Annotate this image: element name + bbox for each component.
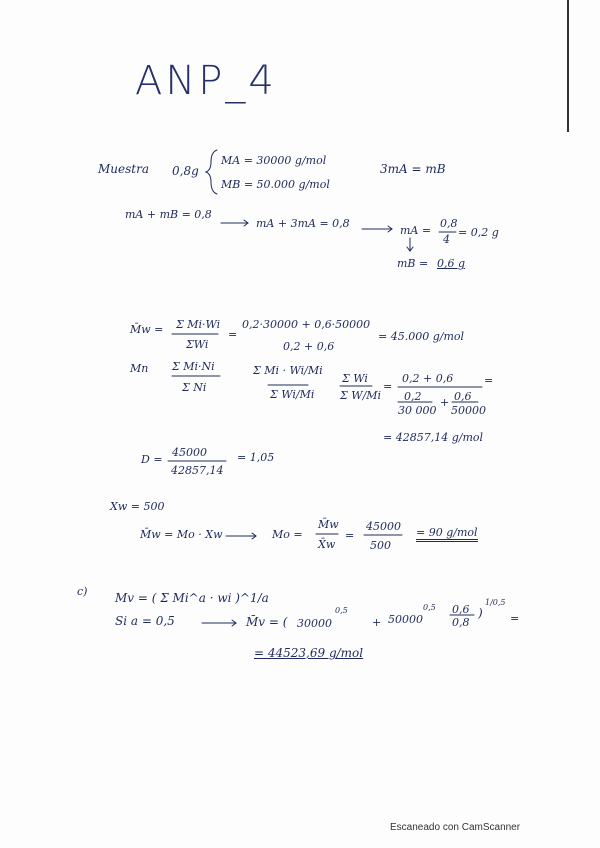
mw-den: ΣWi [186, 338, 209, 351]
mv-frac-num: 0,6 [452, 603, 470, 616]
scanner-footer: Escaneado con CamScanner [390, 822, 521, 833]
mn-den3b-sub: 50000 [451, 404, 486, 417]
step1-ma-lhs: mA = [400, 224, 432, 237]
mw-eq: = [228, 328, 238, 341]
mn-alt2-top: Σ Wi [342, 372, 368, 385]
mw-lhs: M̄w = [130, 323, 164, 336]
sample-label: Muestra [98, 162, 149, 176]
mw-num: Σ Mi·Wi [176, 318, 221, 331]
mn-alt2-bot: Σ W/Mi [340, 389, 382, 402]
mv-exp2: 0,5 [423, 603, 436, 612]
sample-ma: MA = 30000 g/mol [221, 154, 327, 167]
mv-frac-den: 0,8 [452, 616, 470, 629]
mv-plus: + [372, 616, 382, 629]
mw-num2: 0,2·30000 + 0,6·50000 [242, 318, 371, 331]
mn-num: Σ Mi·Ni [172, 360, 215, 373]
mv-eq: = [510, 612, 520, 625]
sample-relation: 3mA = mB [380, 162, 446, 176]
mn-lhs: Mn [130, 362, 149, 375]
step1-mb-lhs: mB = [397, 257, 429, 270]
mn-den3a-sub: 30 000 [398, 404, 437, 417]
mo-frac-num: M̄w [318, 518, 339, 531]
d-result: = 1,05 [237, 451, 275, 464]
step1-ma-result: = 0,2 g [458, 226, 499, 239]
si-a: Si a = 0,5 [115, 614, 175, 628]
mv-exp3: 1/0,5 [485, 598, 506, 607]
mv-close: ) [478, 606, 483, 620]
mn-plus: + [440, 396, 450, 409]
mn-den3a: 0,2 [404, 390, 422, 403]
mw-result: = 45.000 g/mol [378, 330, 465, 343]
mn-alt1-bot: Σ Wi/Mi [270, 388, 315, 401]
mv-definition: Mv = ( Σ Mi^a · wi )^1/a [115, 591, 269, 605]
mo-val-num: 45000 [366, 520, 401, 533]
mn-eq: = [383, 380, 393, 393]
mv-term1: 30000 [297, 617, 332, 630]
step1-eq1: mA + mB = 0,8 [125, 208, 212, 221]
mv-result: = 44523,69 g/mol [254, 646, 364, 660]
mo-frac-den: X̄w [318, 538, 336, 551]
mo-lhs: Mo = [272, 528, 303, 541]
mo-result: = 90 g/mol [416, 527, 478, 542]
sample-mb: MB = 50.000 g/mol [221, 178, 330, 191]
xw-relation: M̄w = Mo · Xw [140, 528, 223, 541]
d-den: 42857,14 [171, 464, 224, 477]
mn-alt1-top: Σ Mi · Wi/Mi [253, 364, 323, 377]
part-c-label: c) [77, 585, 88, 598]
mn-result: = 42857,14 g/mol [383, 431, 484, 444]
d-lhs: D = [141, 453, 163, 466]
step1-ma-num: 0,8 [440, 217, 458, 230]
step1-eq2: mA + 3mA = 0,8 [256, 217, 350, 230]
mw-den2: 0,2 + 0,6 [283, 340, 335, 353]
mn-den: Σ Ni [182, 381, 207, 394]
mv-exp1: 0,5 [335, 606, 348, 615]
mv-lhs: M̄v = ( [246, 615, 288, 629]
brace-stroke [206, 150, 217, 194]
xw-given: Xw = 500 [110, 500, 165, 513]
d-num: 45000 [172, 446, 207, 459]
mn-den3b: 0,6 [454, 390, 472, 403]
sample-mass: 0,8g [172, 164, 199, 178]
mo-val-den: 500 [370, 539, 391, 552]
mo-eq: = [345, 529, 355, 542]
mv-term2: 50000 [388, 613, 423, 626]
page-title: ANP_4 [135, 58, 277, 104]
mn-num3: 0,2 + 0,6 [402, 372, 454, 385]
mn-eq2: = [484, 374, 494, 387]
step1-mb-result: 0,6 g [437, 257, 466, 270]
step1-ma-den: 4 [443, 233, 450, 246]
